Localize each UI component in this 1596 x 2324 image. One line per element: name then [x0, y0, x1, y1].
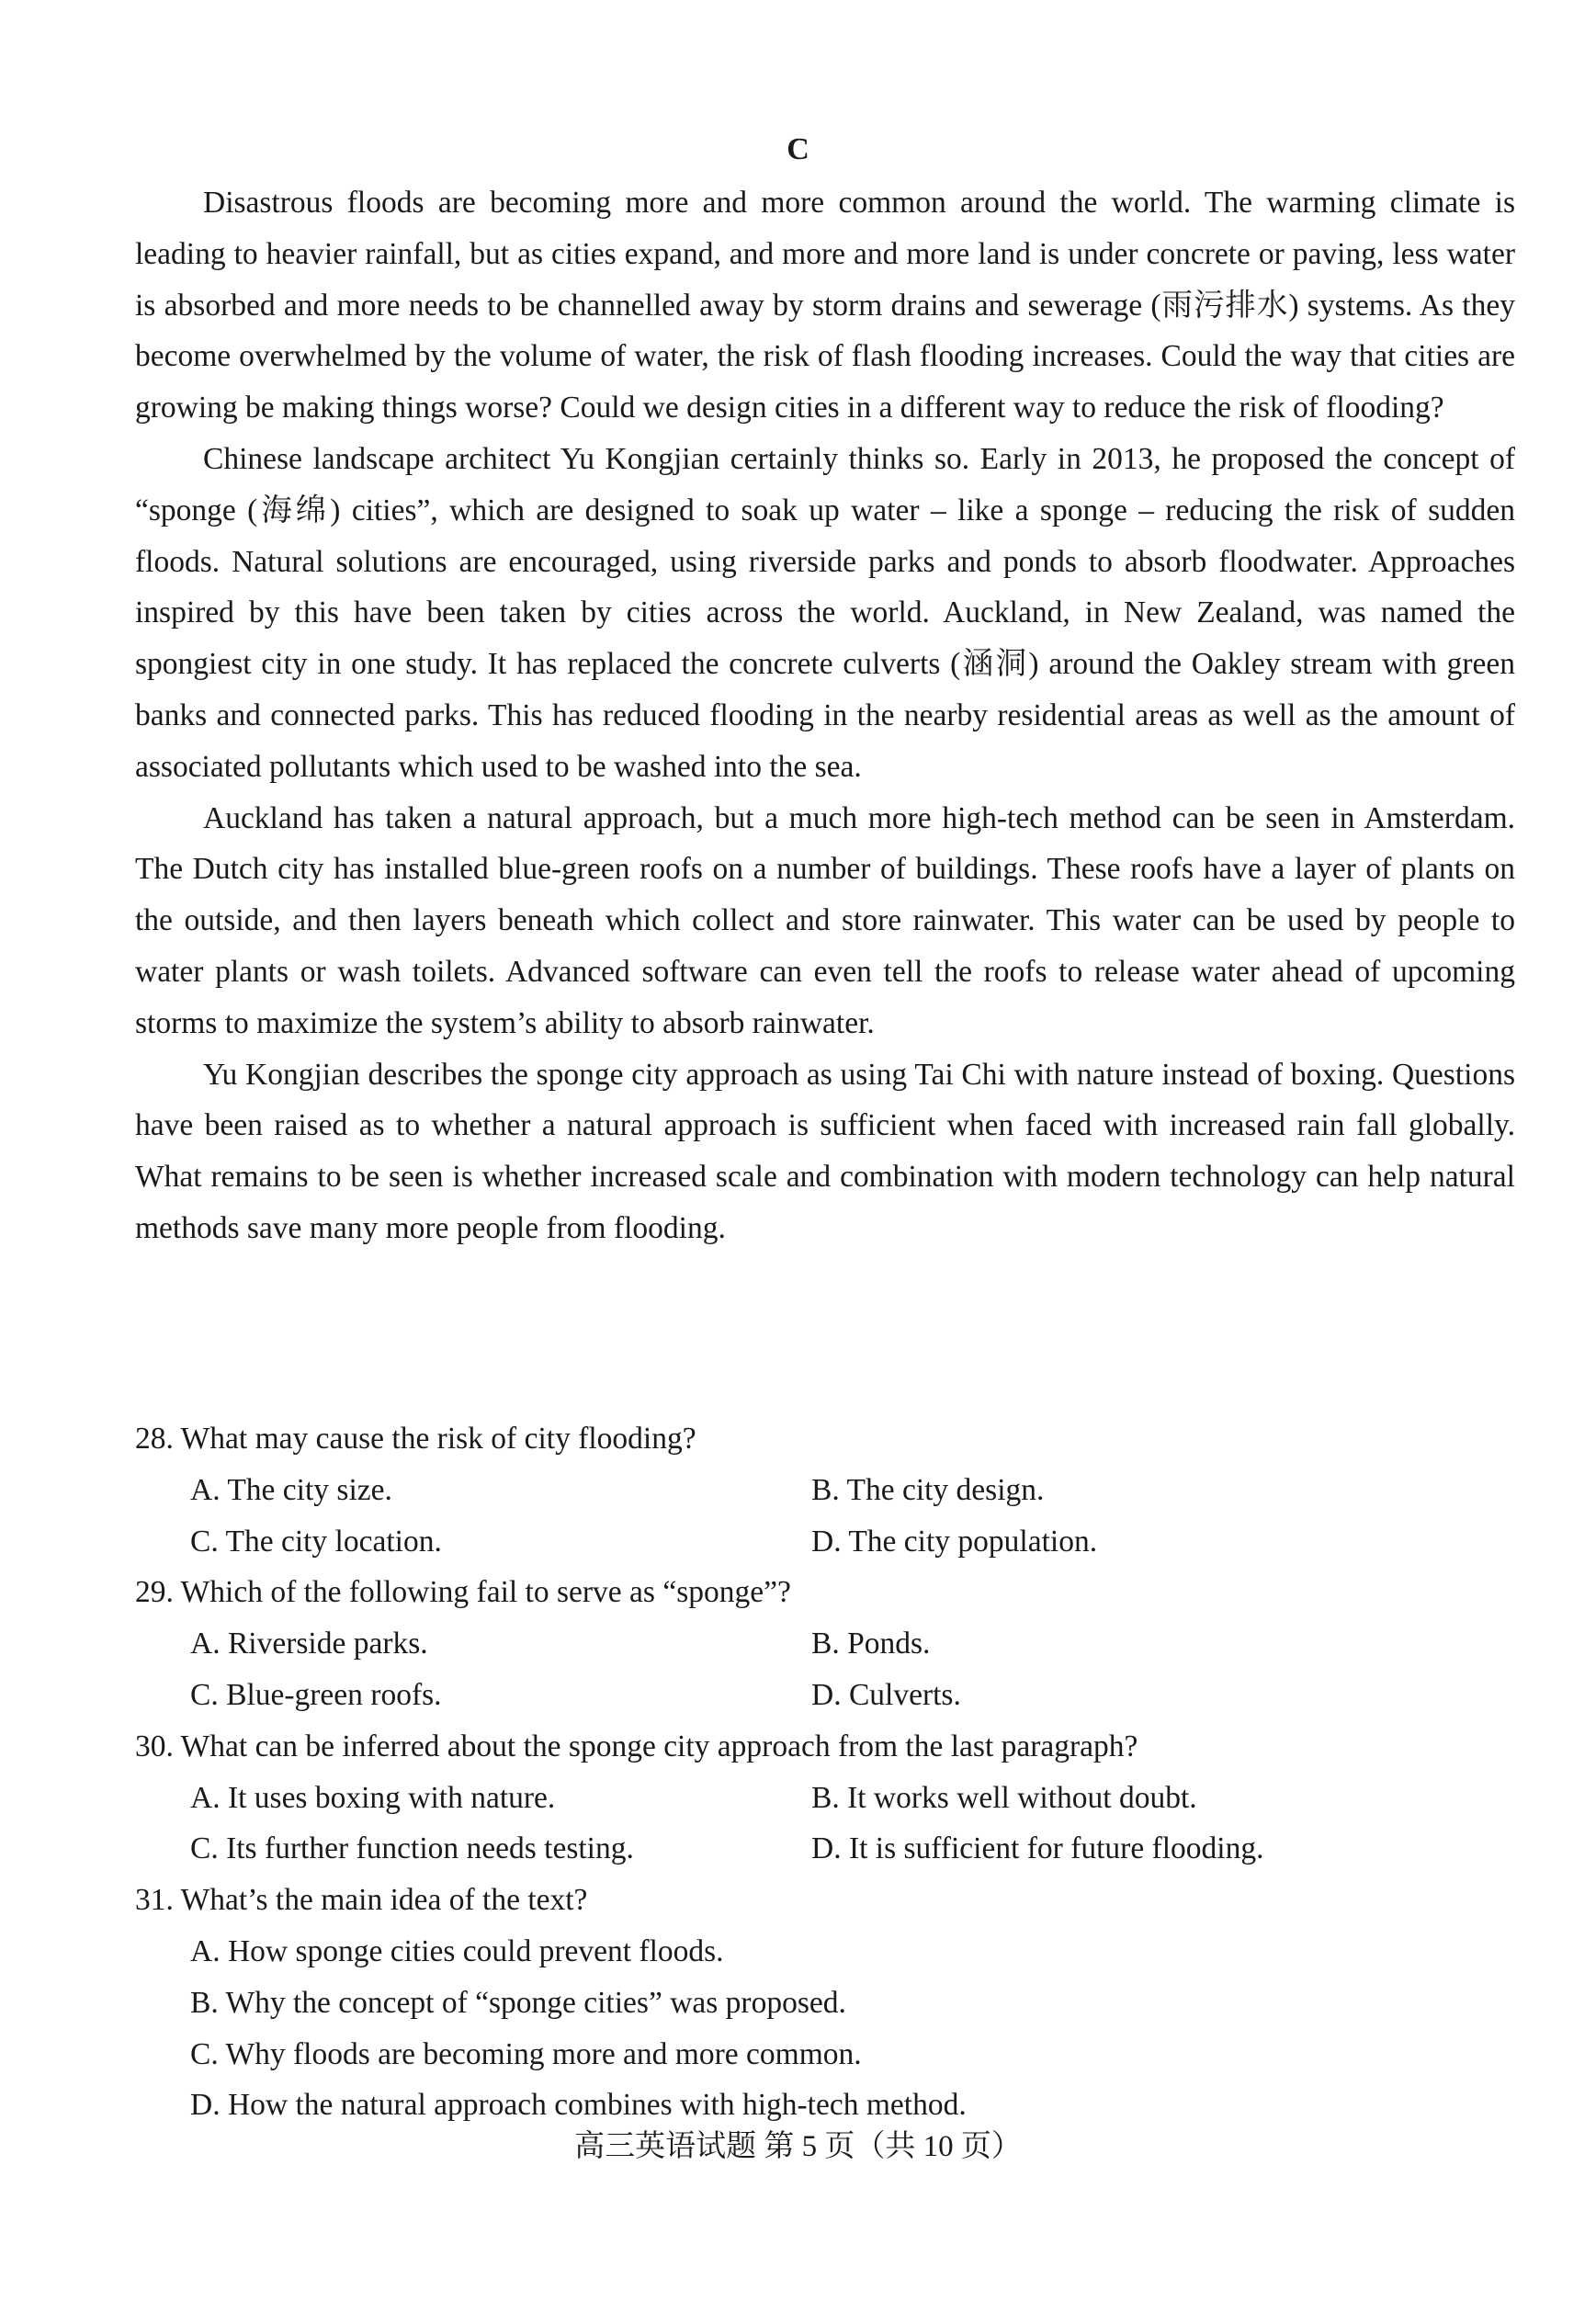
option-c: C. Its further function needs testing.	[190, 1831, 634, 1866]
option-grid	[135, 1618, 1515, 1721]
option-a: A. It uses boxing with nature.	[190, 1780, 556, 1815]
option-b: B. Why the concept of “sponge cities” was proposed.	[190, 1985, 846, 2020]
question-list	[135, 1413, 1515, 2131]
option-c: C. Blue-green roofs.	[190, 1677, 442, 1712]
option-b: B. The city design.	[811, 1472, 1045, 1507]
option-d: D. The city population.	[811, 1524, 1098, 1559]
option-a: A. Riverside parks.	[190, 1627, 428, 1661]
passage-paragraph-2: Chinese landscape architect Yu Kongjian certainly thinks so. Early in 2013, he proposed the concept of “sponge (海绵) cities”, which are designed to soak up water – like a sponge – reducing the risk of sudden floods. Natural solutions are encouraged, using riverside parks and ponds to absorb floodwater. Approaches inspired by this have been taken by cities across the world. Auckland, in New Zealand, was named the spongiest city in one study. It has replaced the concrete culverts (涵洞) around the Oakley stream with green banks and connected parks. This has reduced flooding in the nearby residential areas as well as the amount of associated pollutants which used to be washed into the sea.	[135, 441, 1515, 784]
option-c: C. The city location.	[190, 1524, 442, 1559]
passage-paragraph-3: Auckland has taken a natural approach, but a much more high-tech method can be seen in Amsterdam. The Dutch city has installed blue-green roofs on a number of buildings. These roofs have a layer of plants on the outside, and then layers beneath which collect and store rainwater. This water can be used by people to water plants or wash toilets. Advanced software can even tell the roofs to release water ahead of upcoming storms to maximize the system’s ability to absorb rainwater.	[135, 800, 1515, 1040]
question-31	[135, 1875, 1515, 2131]
reading-passage	[135, 177, 1515, 1254]
question-stem: 28. What may cause the risk of city flooding?	[135, 1422, 696, 1456]
option-grid	[135, 1465, 1515, 1568]
passage-paragraph-1: Disastrous floods are becoming more and more common around the world. The warming climate is leading to heavier rainfall, but as cities expand, and more and more land is under concrete or paving, less water is absorbed and more needs to be channelled away by storm drains and sewerage (雨污排水) systems. As they become overwhelmed by the volume of water, the risk of flash flooding increases. Could the way that cities are growing be making things worse? Could we design cities in a different way to reduce the risk of flooding?	[135, 186, 1515, 425]
option-d: D. Culverts.	[811, 1677, 961, 1712]
option-list	[135, 1926, 1515, 2131]
option-a: A. How sponge cities could prevent floods.	[190, 1933, 724, 1968]
question-28	[135, 1413, 1515, 1567]
option-d: D. How the natural approach combines with high-tech method.	[190, 2088, 967, 2123]
option-c: C. Why floods are becoming more and more common.	[190, 2036, 862, 2071]
question-30	[135, 1721, 1515, 1875]
passage-paragraph-4: Yu Kongjian describes the sponge city approach as using Tai Chi with nature instead of boxing. Questions have been raised as to whether a natural approach is sufficient when faced with increased rain fall globally. What remains to be seen is whether increased scale and combination with modern technology can help natural methods save many more people from flooding.	[135, 1057, 1515, 1245]
question-stem: 30. What can be inferred about the sponge city approach from the last paragraph?	[135, 1729, 1138, 1763]
option-d: D. It is sufficient for future flooding.	[811, 1831, 1264, 1866]
section-heading: C	[787, 132, 809, 166]
page-footer: 高三英语试题 第 5 页（共 10 页）	[574, 2130, 1022, 2163]
question-stem: 31. What’s the main idea of the text?	[135, 1883, 588, 1918]
option-a: A. The city size.	[190, 1472, 392, 1507]
option-b: B. Ponds.	[811, 1627, 931, 1661]
option-grid	[135, 1773, 1515, 1876]
option-b: B. It works well without doubt.	[811, 1780, 1197, 1815]
question-stem: 29. Which of the following fail to serve as “sponge”?	[135, 1575, 791, 1610]
question-29	[135, 1567, 1515, 1720]
